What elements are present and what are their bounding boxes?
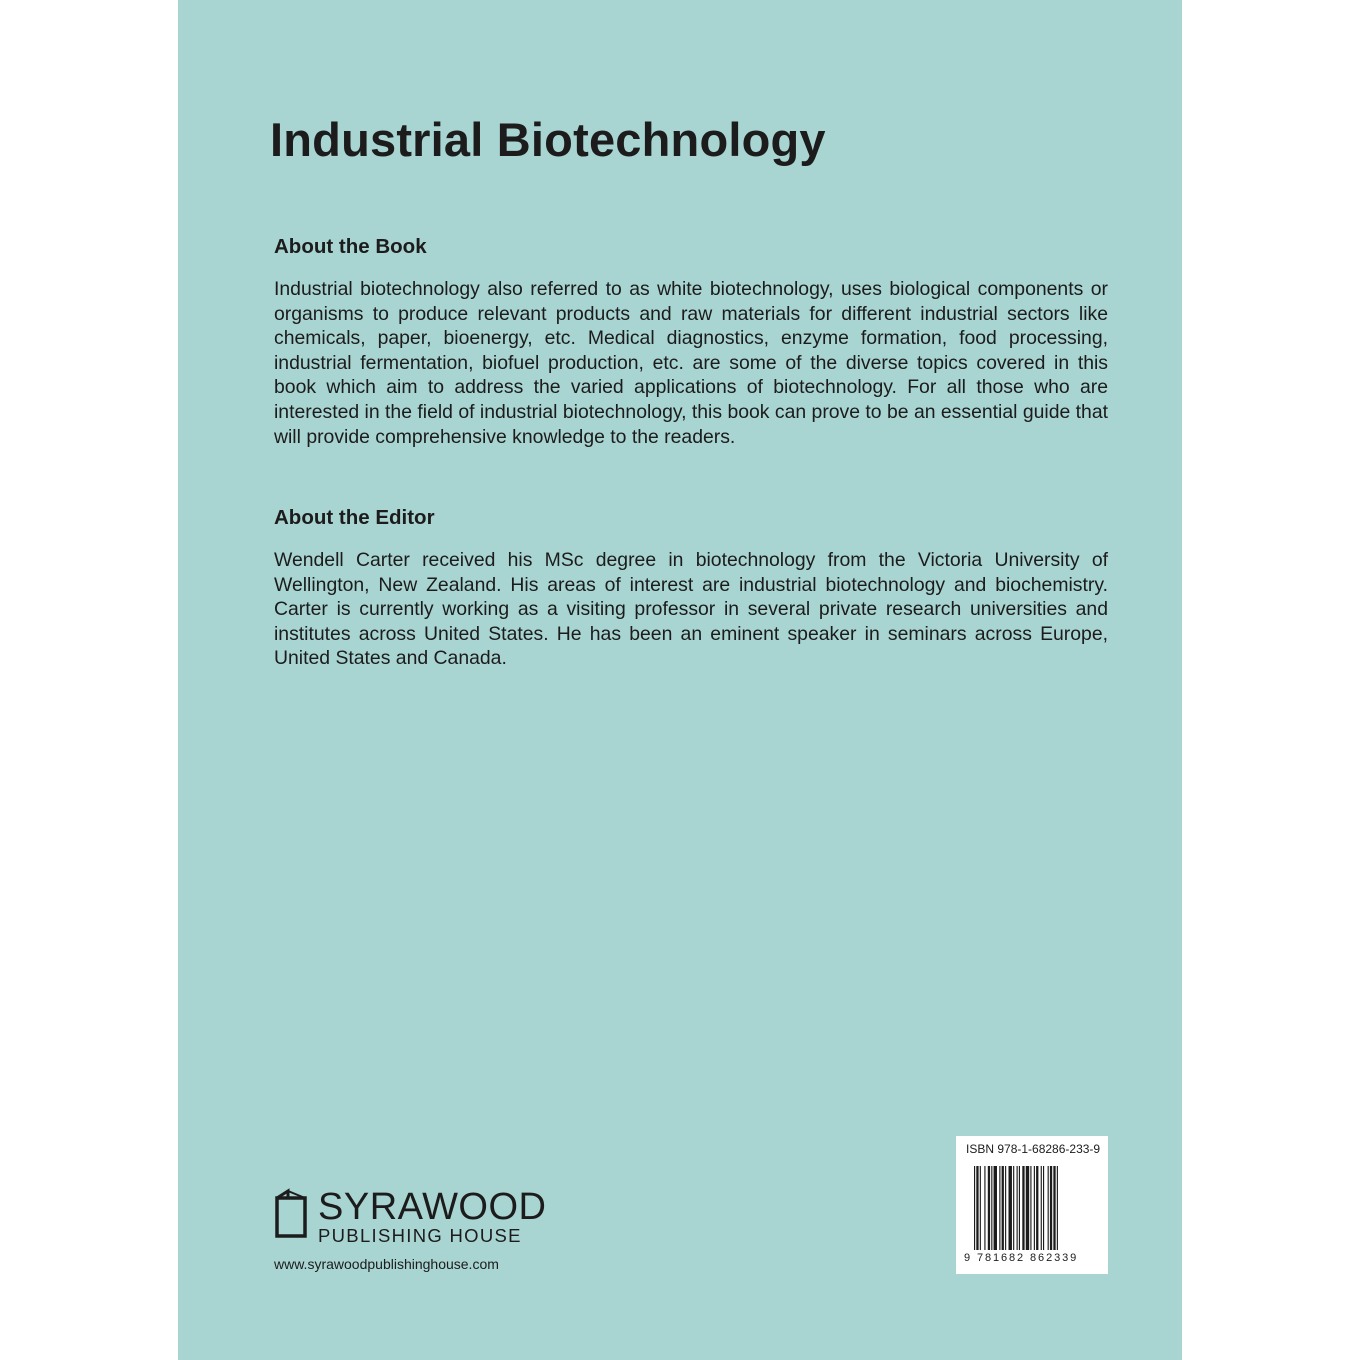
barcode-bar [1036,1166,1038,1250]
barcode-bar [980,1166,981,1250]
book-icon [274,1188,312,1238]
barcode-bar [1026,1166,1029,1250]
barcode-bar [1048,1166,1049,1250]
barcode-digits: 9 781682 862339 [964,1252,1079,1264]
barcode-bar [1022,1166,1024,1250]
barcode-bar [1030,1166,1031,1250]
publisher-logo [274,1186,547,1250]
book-title: Industrial Biotechnology [270,113,826,166]
about-editor-text: Wendell Carter received his MSc degree in biotechnology from the Victoria University of Wellington, New Zealand. His areas of interest are industrial biotechnology and biochemistry. Carter is currently working as a visiting professor in several private research universities and institutes across United States. He has been an eminent speaker in seminars across Europe, United States and Canada. [274,549,1108,670]
barcode-bar [1002,1166,1004,1250]
barcode-bar [1043,1166,1044,1250]
barcode-bar [991,1166,992,1250]
barcode-bar [1019,1166,1020,1250]
barcode-bar [994,1166,997,1250]
barcode-bar [1034,1166,1035,1250]
about-book-heading: About the Book [274,235,427,258]
about-editor-heading: About the Editor [274,506,435,529]
about-book-text: Industrial biotechnology also referred to as white biotechnology, uses biological components or organisms to produce relevant products and raw materials for different industrial sectors like chemicals, paper, bioenergy, etc. Medical diagnostics, enzyme formation, food processing, industrial fermentation, biofuel production, etc. are some of the diverse topics covered in this book which aim to address the varied applications of biotechnology. For all those who are interested in the field of industrial biotechnology, this book can prove to be an essential guide that will provide comprehensive knowledge to the readers. [274,278,1108,448]
barcode-bar [1005,1166,1006,1250]
barcode-bar [1041,1166,1042,1250]
publisher-website: www.syrawoodpublishinghouse.com [274,1256,499,1272]
barcode-bar [976,1166,978,1250]
barcode-bar [1053,1166,1055,1250]
isbn-label: ISBN 978-1-68286-233-9 [966,1142,1101,1156]
barcode-bar [1050,1166,1052,1250]
publisher-subtitle: PUBLISHING HOUSE [318,1225,522,1246]
isbn-barcode-box [956,1136,1108,1274]
publisher-name: SYRAWOOD [318,1186,547,1228]
barcode-bar [999,1166,1000,1250]
barcode-bar [1013,1166,1014,1250]
barcode-bar [1017,1166,1018,1250]
barcode-graphic [974,1166,1090,1252]
barcode-bar [984,1166,985,1250]
barcode-bar [1009,1166,1012,1250]
barcode-bar [988,1166,990,1250]
barcode-bar [1057,1166,1058,1250]
barcode-bar [974,1166,975,1250]
